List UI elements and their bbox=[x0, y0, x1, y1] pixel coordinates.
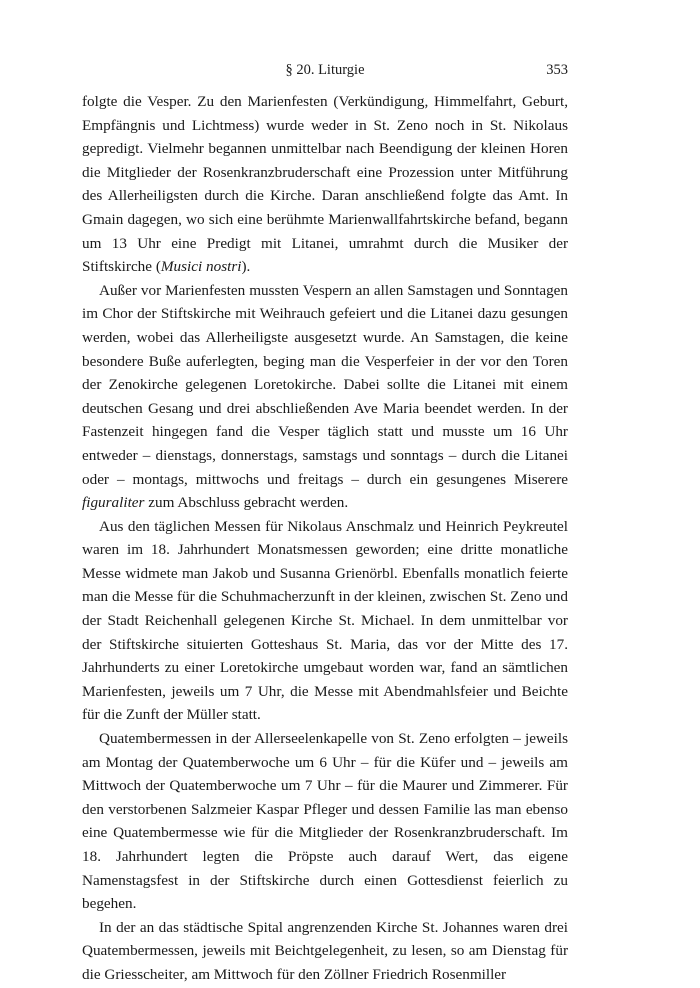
running-title: § 20. Liturgie bbox=[285, 62, 365, 78]
paragraph-1: folgte die Vesper. Zu den Marienfesten (Verkündigung, Himmelfahrt, Geburt, Empfängnis und Lichtmess) wurde weder in St. Zeno noch in St. Nikolaus gepredigt. Vielmehr begannen unmittelbar nach Beendigung der kleinen Horen die Mitglieder der Rosenkranzbruderschaft eine Prozession unter Mitführung des Allerheiligsten durch die Kirche. Daran anschließend folgte das Amt. In Gmain dagegen, wo sich eine berühmte Marienwallfahrtskirche befand, begann um 13 Uhr eine Predigt mit Litanei, umrahmt durch die Musiker der Stiftskirche (Musici nostri). bbox=[82, 93, 568, 276]
paragraph-5: In der an das städtische Spital angrenzenden Kirche St. Johannes waren drei Quatembermessen, jeweils mit Beichtgelegenheit, zu lesen, so am Dienstag für die Griesscheiter, am Mittwoch für den Zöllner Friedrich Rosenmiller bbox=[82, 918, 568, 983]
paragraph-2: Außer vor Marienfesten mussten Vespern an allen Samstagen und Sonntagen im Chor der Stiftskirche mit Weihrauch gefeiert und die Litanei dazu gesungen werden, wobei das Allerheiligste ausgesetzt wurde. An Samstagen, die keine besondere Buße auferlegten, beging man die Vesperfeier in der vor den Toren der Zenokirche gelegenen Loretokirche. Dabei sollte die Litanei mit einem deutschen Gesang und drei abschließenden Ave Maria beendet werden. In der Fastenzeit hingegen fand die Vesper täglich statt und musste um 16 Uhr entweder – dienstags, donnerstags, samstags und sonntags – durch die Litanei oder – montags, mittwochs und freitags – durch ein gesungenes Miserere figuraliter zum Abschluss gebracht werden. bbox=[82, 281, 568, 512]
italic-term: figuraliter bbox=[82, 494, 145, 512]
paragraph-3: Aus den täglichen Messen für Nikolaus Anschmalz und Heinrich Peykreutel waren im 18. Jahrhundert Monatsmessen geworden; eine dritte monatliche Messe widmete man Jakob und Susanna Grienörbl. Ebenfalls monatlich feierte man die Messe für die Schuhmacherzunft in der kleinen, zwischen St. Zeno und der Stadt Reichenhall gelegenen Kirche St. Michael. In dem unmittelbar vor der Stiftskirche situierten Gotteshaus St. Maria, das vor der Mitte des 17. Jahrhunderts zu einer Loretokirche umgebaut worden war, fand an sämtlichen Marienfesten, jeweils um 7 Uhr, die Messe mit Abendmahlsfeier und Beichte für die Zunft der Müller statt. bbox=[82, 517, 568, 724]
paragraph-4: Quatembermessen in der Allerseelenkapelle von St. Zeno erfolgten – jeweils am Montag der Quatemberwoche um 6 Uhr – für die Küfer und – jeweils am Mittwoch der Quatemberwoche um 7 Uhr – für die Maurer und Zimmerer. Für den verstorbenen Salzmeier Kaspar Pfleger und dessen Familie las man ebenso eine Quatembermesse wie für die Mitglieder der Rosenkranzbruderschaft. Im 18. Jahrhundert legten die Pröpste auch darauf Wert, das eigene Namenstagsfest in der Stiftskirche durch einen Gottesdienst feierlich zu begehen. bbox=[82, 730, 568, 913]
running-head bbox=[82, 62, 568, 82]
page-number: 353 bbox=[546, 62, 568, 78]
italic-term: Musici nostri bbox=[160, 258, 242, 276]
body-text bbox=[82, 90, 568, 987]
